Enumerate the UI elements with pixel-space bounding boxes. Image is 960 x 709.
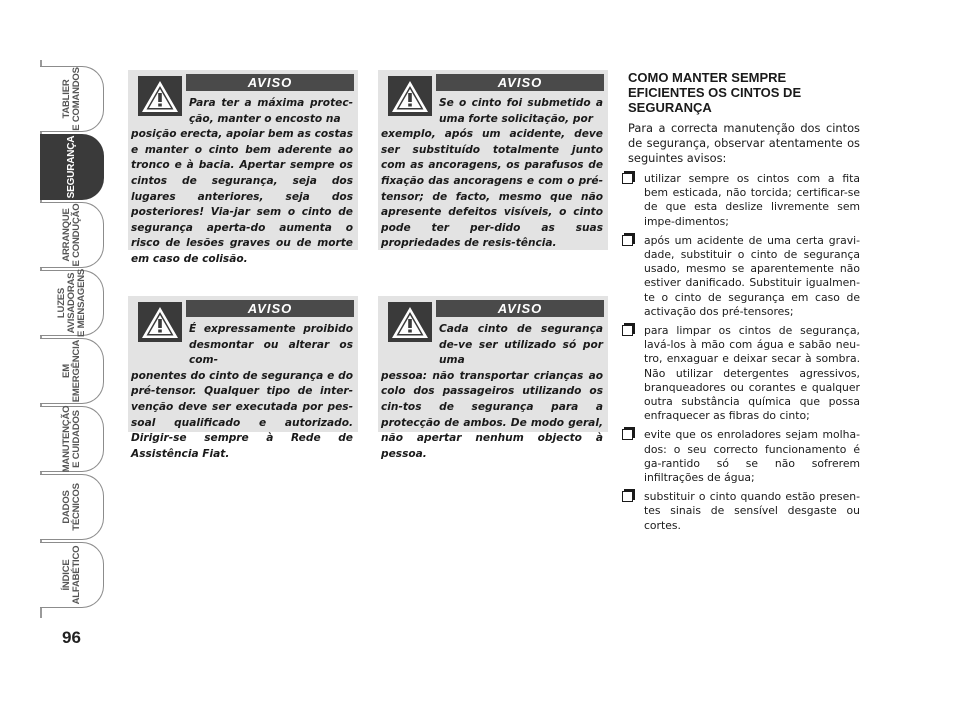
maintenance-section: [622, 70, 860, 538]
warning-heading: AVISO: [436, 300, 604, 317]
list-item: [622, 172, 860, 229]
tab-tablier-comandos[interactable]: [40, 66, 104, 132]
warning-body: exemplo, após um acidente, deve ser substituído totalmente junto com as ancoragens, os parafusos de fixação das ancoragens e com o pré-tensor; de facto, mesmo que não apresente defeitos visíveis, o cinto pode ter per-dido as suas propriedades de resis-tência.: [381, 128, 603, 250]
list-item: [622, 324, 860, 423]
checkbox-bullet-icon: [622, 173, 633, 184]
tab-label: TABLIER E COMANDOS: [60, 67, 82, 131]
warning-lead: Para ter a máxima protec-ção, manter o encosto na: [189, 97, 353, 125]
checkbox-bullet-icon: [622, 429, 633, 440]
warning-text: [381, 96, 603, 252]
bullet-list: [622, 172, 860, 533]
warning-heading: AVISO: [186, 74, 354, 91]
tab-arranque-conducao[interactable]: [40, 202, 104, 268]
tab-indice-alfabetico[interactable]: [40, 542, 104, 608]
tab-luzes-avisadoras[interactable]: [40, 270, 104, 336]
page-number: 96: [62, 628, 81, 647]
list-item-text: utilizar sempre os cintos com a fita bem esticada, não torcida; certificar-se de que esta deslize livremente sem impe-dimentos;: [644, 172, 860, 228]
warning-body: pessoa: não transportar crianças ao colo dos passageiros utilizando os cin-tos de segurança para a protecção de ambos. De modo geral, não apertar nenhum objecto à pessoa.: [381, 369, 603, 460]
warning-heading: AVISO: [436, 74, 604, 91]
tab-em-emergencia[interactable]: [40, 338, 104, 404]
warning-box: [378, 296, 608, 460]
tab-label: ÍNDICE ALFABÉTICO: [60, 545, 82, 605]
list-item: [622, 234, 860, 319]
tab-label: EM EMERGÊNCIA: [60, 339, 82, 403]
checkbox-bullet-icon: [622, 235, 633, 246]
tab-manutencao-cuidados[interactable]: [40, 406, 104, 472]
checkbox-bullet-icon: [622, 491, 633, 502]
warning-lead: É expressamente proibido desmontar ou alterar os com-: [189, 323, 353, 367]
checkbox-bullet-icon: [622, 325, 633, 336]
warning-text: [381, 322, 603, 462]
warning-lead: Se o cinto foi submetido a uma forte solicitação, por: [439, 97, 603, 125]
section-intro: Para a correcta manutenção dos cintos de segurança, observar atentamente os seguintes avisos:: [628, 121, 860, 165]
warning-body: ponentes do cinto de segurança e do pré-tensor. Qualquer tipo de inter-venção deve ser executada por pes-soal qualificado e autorizado. Dirigir-se sempre à Rede de Assistência Fiat.: [131, 369, 353, 460]
tab-label: MANUTENÇÃO E CUIDADOS: [60, 405, 82, 473]
list-item: [622, 428, 860, 485]
warning-body: posição erecta, apoiar bem as costas e manter o cinto bem aderente ao tronco e à bacia. Apertar sempre os cintos de segurança, seja dos lugares anteriores, seja dos posteriores! Via-jar sem o cinto de segurança aperta-do aumenta o risco de lesões graves ou de morte em caso de colisão.: [131, 128, 353, 265]
tab-dados-tecnicos[interactable]: [40, 474, 104, 540]
list-item-text: substituir o cinto quando estão presen-tes sinais de sensível desgaste ou cortes.: [644, 490, 860, 532]
warning-heading: AVISO: [186, 300, 354, 317]
warning-text: [131, 322, 353, 462]
list-item-text: evite que os enroladores sejam molha-dos: o seu correcto funcionamento é ga-rantido só se não sofrerem infiltrações de água;: [644, 428, 860, 485]
list-item-text: após um acidente de uma certa gravi-dade, substituir o cinto de segurança usado, mesmo se aparentemente não estiver danificado. Substituir igualmen-te o cinto de segurança em caso de activação dos pré-tensores;: [644, 233, 860, 318]
list-item: [622, 490, 860, 533]
tab-label: SEGURANÇA: [65, 135, 77, 199]
section-title: COMO MANTER SEMPRE EFICIENTES OS CINTOS DE SEGURANÇA: [628, 70, 802, 115]
warning-box: [128, 296, 358, 460]
tab-label: LUZES AVISADORAS E MENSAGENS: [55, 268, 87, 338]
tab-label: DADOS TÉCNICOS: [60, 483, 82, 531]
warning-box: [128, 70, 358, 265]
warning-text: [131, 96, 353, 268]
tab-label: ARRANQUE E CONDUÇÃO: [60, 203, 82, 267]
warning-box: [378, 70, 608, 250]
list-item-text: para limpar os cintos de segurança, lavá-los à mão com água e sabão neu-tro, enxaguar e deixar secar à sombra. Não utilizar detergentes agressivos, branqueadores ou corantes e qualquer outra substância química que possa enfraquecer as fibras do cinto;: [644, 324, 860, 423]
warning-lead: Cada cinto de segurança de-ve ser utilizado só por uma: [439, 323, 603, 367]
tab-seguranca[interactable]: [40, 134, 104, 200]
